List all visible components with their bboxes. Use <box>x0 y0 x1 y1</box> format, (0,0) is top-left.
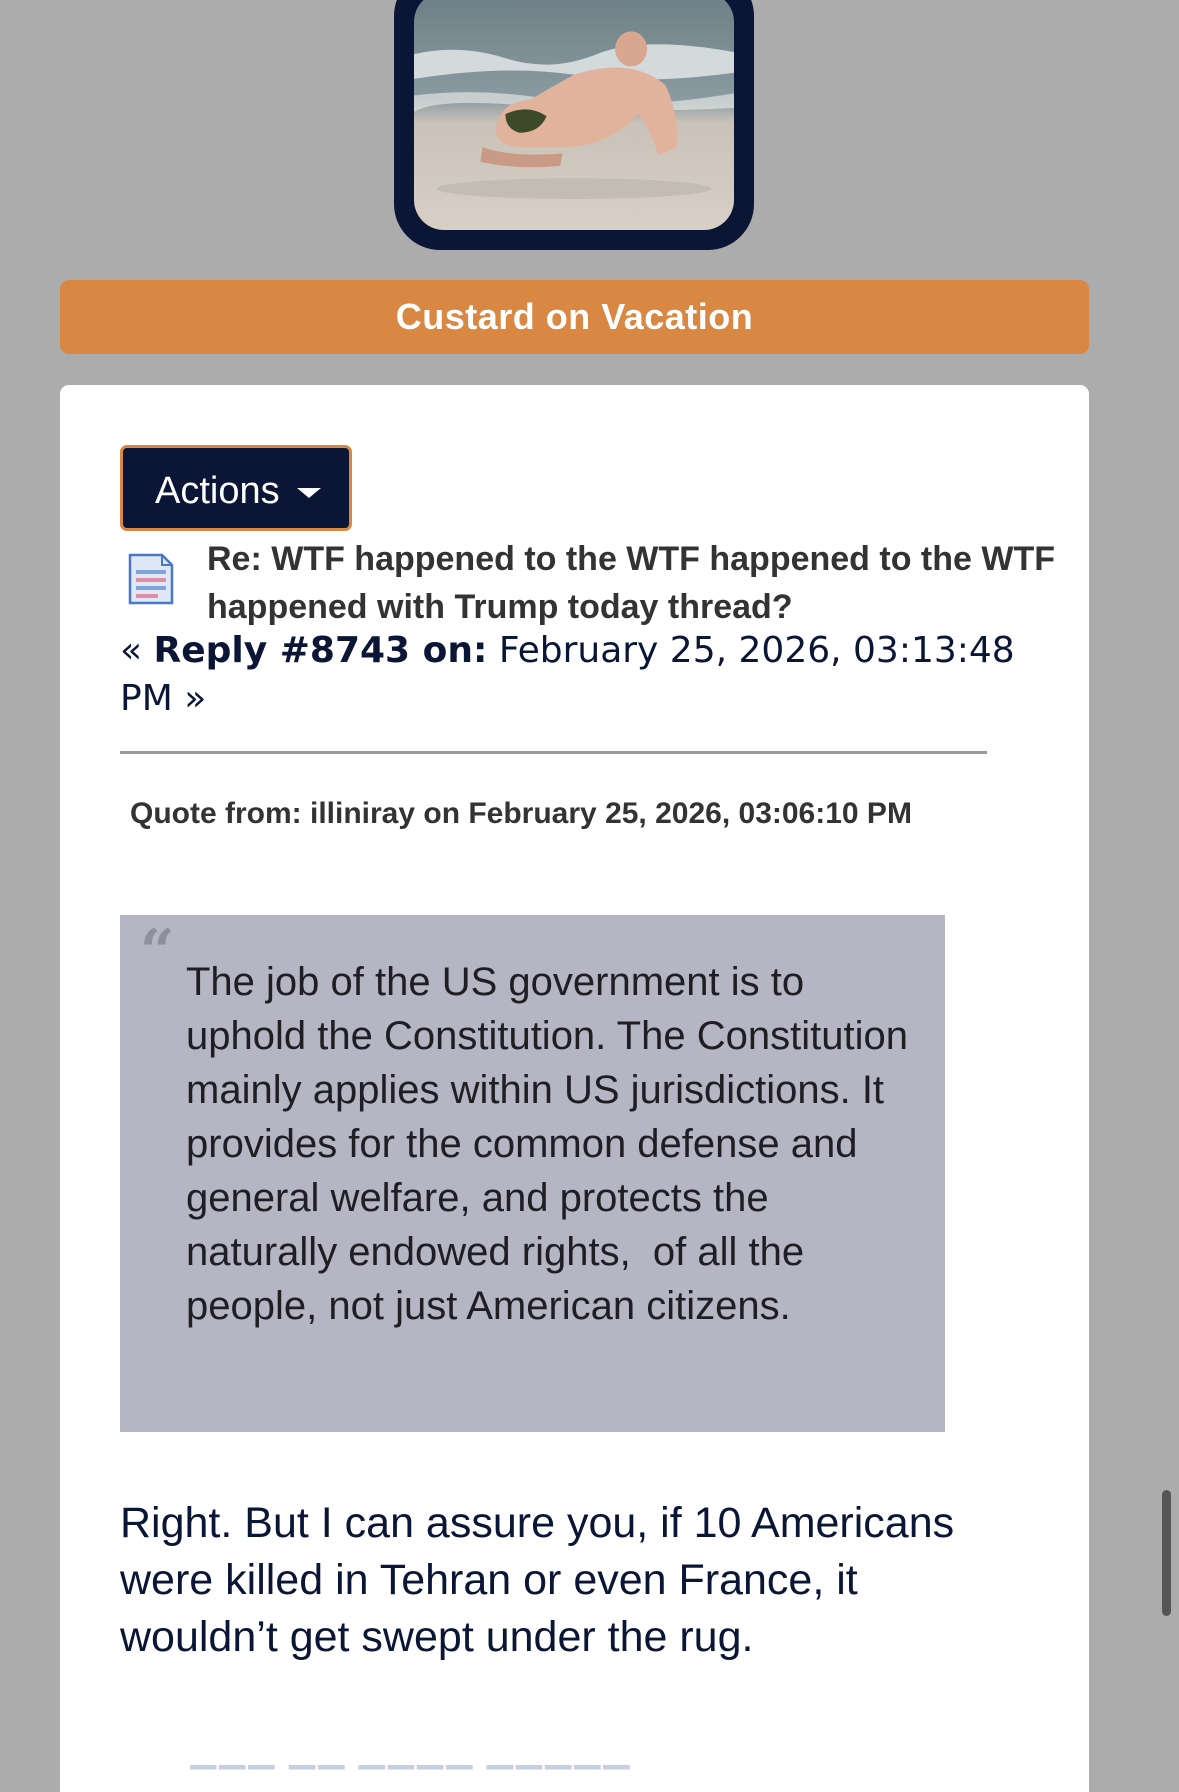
quote-block <box>120 915 945 1432</box>
member-group-banner: Custard on Vacation <box>60 280 1089 354</box>
scrollbar-thumb[interactable] <box>1162 1490 1171 1616</box>
document-icon <box>128 553 174 605</box>
reply-info <box>120 627 1050 723</box>
quote-body: The job of the US government is to uphold the Constitution. The Constitution mainly applies within US jurisdictions. It provides for the common defense and general welfare, and protects the naturally endowed rights, of all the people, not just American citizens. <box>186 960 920 1328</box>
caret-down-icon <box>297 488 321 498</box>
post-card <box>60 385 1089 1792</box>
post-body: Right. But I can assure you, if 10 Americans were killed in Tehran or even France, it wouldn’t get swept under the rug. <box>120 1499 955 1661</box>
signature-fragment: ▔▔▔ ▔▔ ▔▔▔▔ ▔▔▔▔▔ <box>190 1767 633 1792</box>
avatar[interactable] <box>394 0 754 250</box>
reply-date: February 25, 2026, 03:13:48 PM <box>120 630 1015 719</box>
avatar-photo <box>414 0 734 230</box>
divider <box>120 751 987 754</box>
reply-prefix: « <box>120 630 143 671</box>
quote-header-link[interactable]: Quote from: illiniray on February 25, 2026, 03:06:10 PM <box>130 797 912 830</box>
quote-mark-icon: “ <box>140 917 175 987</box>
reply-number-link[interactable]: Reply #8743 on: <box>153 630 488 671</box>
actions-label: Actions <box>155 470 280 512</box>
reply-suffix: » <box>184 678 207 719</box>
actions-dropdown-button[interactable] <box>120 445 352 531</box>
post-subject-link[interactable]: Re: WTF happened to the WTF happened to the WTF happened with Trump today thread? <box>207 540 1056 626</box>
